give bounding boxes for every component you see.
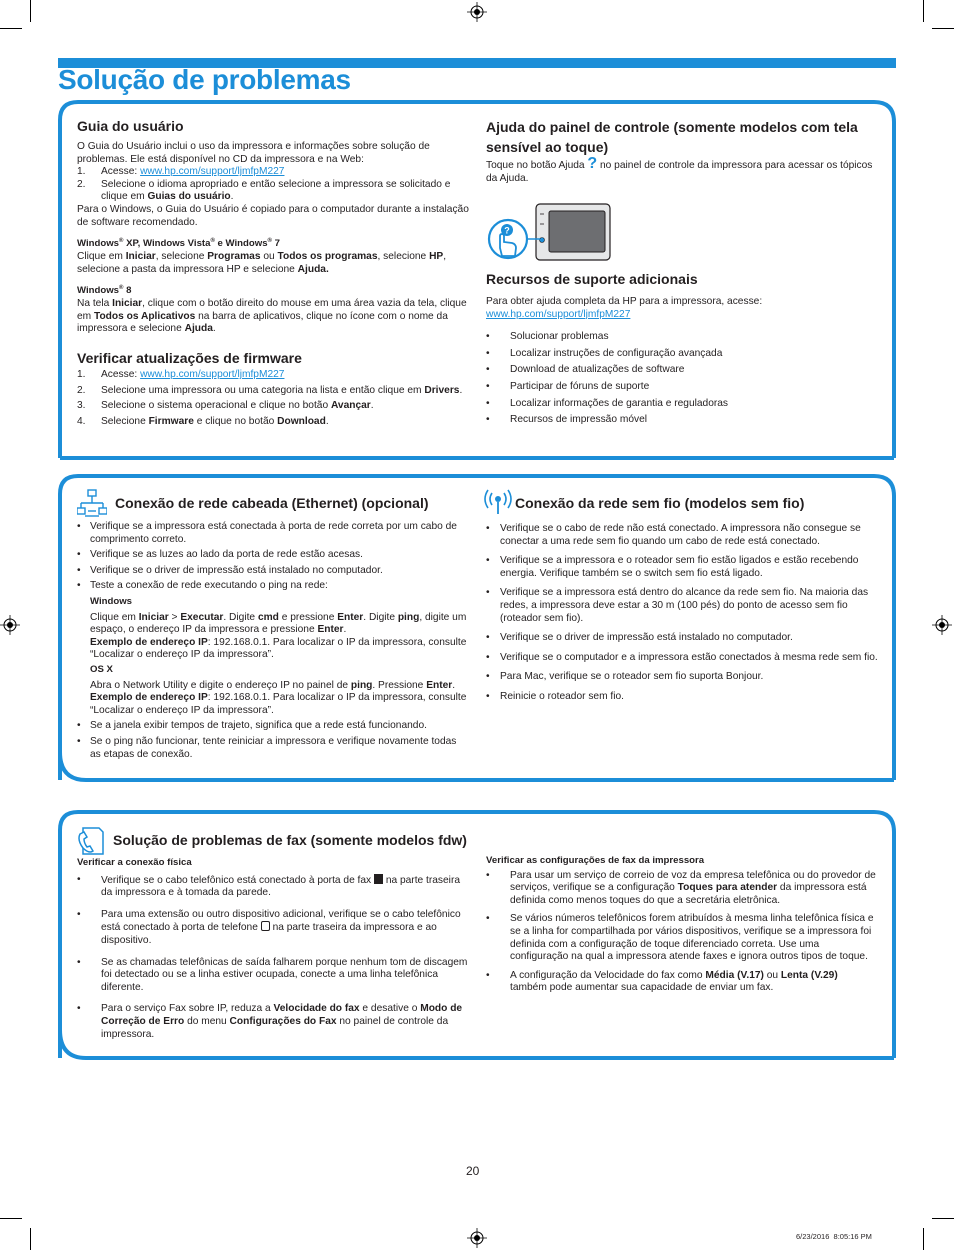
- wired-section: [77, 494, 469, 761]
- page-number: 20: [466, 1164, 480, 1178]
- help-icon: ?: [587, 155, 598, 172]
- fax-settings-heading: Verificar as configurações de fax da impressora: [486, 855, 705, 866]
- wireless-heading: Conexão da rede sem fio (modelos sem fio): [515, 495, 805, 511]
- crop-mark: [0, 1218, 22, 1219]
- list-item: 2. Selecione uma impressora ou uma categoria na lista e então clique em Drivers.: [77, 384, 463, 396]
- list-item: • Se a janela exibir tempos de trajeto, significa que a rede está funcionando.: [77, 720, 427, 732]
- phone-port-icon: [261, 921, 270, 931]
- support-link[interactable]: www.hp.com/support/ljmfpM227: [486, 308, 631, 320]
- list-item: • Verifique se o driver de impressão está instalado no computador.: [77, 564, 383, 576]
- list-item: 2. Selecione o idioma apropriado e então selecione a impressora se solicitado e clique em Guias do usuário.: [77, 178, 451, 203]
- crop-mark: [923, 0, 924, 22]
- registration-mark-icon: [0, 615, 20, 635]
- list-item: 1. Acesse: www.hp.com/support/ljmfpM227: [77, 166, 285, 178]
- list-item: 3. Selecione o sistema operacional e clique no botão Avançar.: [77, 400, 374, 412]
- firmware-section: [77, 349, 469, 428]
- list-item: • Download de atualizações de software: [486, 364, 685, 376]
- control-panel-help-heading: Ajuda do painel de controle (somente modelos com tela sensível ao toque): [486, 119, 858, 155]
- fax-physical-heading: Verificar a conexão física: [77, 857, 192, 868]
- registration-mark-icon: [467, 1228, 487, 1248]
- print-timestamp: 6/23/2016 8:05:16 PM: [796, 1232, 872, 1241]
- list-item: • Verifique se as luzes ao lado da porta de rede estão acesas.: [77, 549, 363, 561]
- wireless-section: [486, 494, 878, 711]
- crop-mark: [30, 0, 31, 22]
- fax-left-column: [77, 857, 469, 1041]
- list-item: • Recursos de impressão móvel: [486, 414, 648, 426]
- list-item: • Se o ping não funcionar, tente reiniciar a impressora e verifique novamente todas as etapas de conexão.: [77, 735, 457, 760]
- windows7-heading: Windows® XP, Windows Vista® e Windows® 7: [77, 238, 280, 250]
- crop-mark: [923, 1228, 924, 1250]
- list-item: • Para uma extensão ou outro dispositivo adicional, verifique se o cabo telefônico está conectado à porta de telefone na parte traseira da impressora e ao dispositivo.: [77, 908, 461, 946]
- fax-heading: Solução de problemas de fax (somente modelos fdw): [113, 832, 467, 848]
- windows-ip-example: Exemplo de endereço IP: 192.168.0.1. Para localizar o IP da impressora, consulte “Localizar o endereço IP da impressora”.: [90, 636, 467, 661]
- crop-mark: [30, 1228, 31, 1250]
- list-item: • Para o serviço Fax sobre IP, reduza a Velocidade do fax e desative o Modo de Correção de Erro do menu Configurações do Fax no painel de controle da impressora.: [77, 1003, 463, 1040]
- registration-mark-icon: [467, 2, 487, 22]
- svg-text:?: ?: [504, 225, 510, 236]
- list-item: • Solucionar problemas: [486, 331, 609, 343]
- crop-mark: [932, 28, 954, 29]
- list-item: 4. Selecione Firmware e clique no botão Download.: [77, 415, 329, 427]
- list-item: • Verifique se a impressora está conectada à porta de rede correta por um cabo de comprimento correto.: [77, 521, 457, 545]
- windows-note: Para o Windows, o Guia do Usuário é copiado para o computador durante a instalação de software recomendado.: [77, 203, 469, 228]
- control-panel-help-section: [486, 117, 876, 185]
- user-guide-heading: Guia do usuário: [77, 118, 184, 134]
- list-item: • Verifique se a impressora está dentro do alcance da rede sem fio. Na maioria das redes, a impressora deve estar a 30 m (100 pés) do ponto de acesso sem fio (roteador sem fio).: [486, 587, 869, 624]
- list-item: • Se as chamadas telefônicas de saída falharem porque nenhum tom de discagem foi detectado ou se a linha estiver ocupada, conecte a uma linha telefônica diferente.: [77, 956, 468, 993]
- list-item: • Verifique se a impressora e o roteador sem fio estão ligados e estão recebendo energia. Verifique também se o switch sem fio está ligado.: [486, 555, 859, 579]
- list-item: • Verifique se o cabo de rede não está conectado. A impressora não consegue se conectar a uma rede sem fio quando um cabo de rede está conectado.: [486, 523, 861, 547]
- list-item: • Verifique se o computador e a impressora estão conectados à mesma rede sem fio.: [486, 651, 878, 663]
- additional-support-heading: Recursos de suporte adicionais: [486, 271, 698, 287]
- list-item: • Verifique se o cabo telefônico está conectado à porta de fax na parte traseira da impressora e à tomada da parede.: [77, 873, 460, 899]
- list-item: • Verifique se o driver de impressão está instalado no computador.: [486, 632, 793, 644]
- osx-label: OS X: [90, 663, 113, 675]
- fax-port-icon: [374, 874, 383, 884]
- support-link[interactable]: www.hp.com/support/ljmfpM227: [140, 369, 285, 380]
- additional-support-section: [486, 270, 876, 431]
- control-panel-help-text: Toque no botão Ajuda ? no painel de controle da impressora para acessar os tópicos da Ajuda.: [486, 155, 873, 184]
- list-item: • Reinicie o roteador sem fio.: [486, 690, 625, 702]
- windows7-instructions: Clique em Iniciar, selecione Programas ou Todos os programas, selecione HP, selecione a pasta da impressora HP e selecione Ajuda.: [77, 250, 447, 275]
- list-item: 1. Acesse: www.hp.com/support/ljmfpM227: [77, 369, 285, 380]
- touchscreen-help-illustration: [486, 202, 614, 262]
- windows-ping-instructions: Clique em Iniciar > Executar. Digite cmd e pressione Enter. Digite ping, digite um espaço, o endereço IP da impressora e pressione Enter.: [90, 611, 467, 636]
- crop-mark: [932, 1218, 954, 1219]
- list-item: • Teste a conexão de rede executando o ping na rede:: [77, 580, 328, 592]
- page-title: Solução de problemas: [58, 64, 351, 95]
- registration-mark-icon: [932, 615, 952, 635]
- wired-heading: Conexão de rede cabeada (Ethernet) (opcional): [115, 495, 429, 511]
- windows-label: Windows: [90, 595, 133, 607]
- user-guide-intro: O Guia do Usuário inclui o uso da impressora e informações sobre solução de problemas. Ele está disponível no CD da impressora e na Web:: [77, 141, 430, 165]
- list-item: • Se vários números telefônicos forem atribuídos à mesma linha telefônica física e se a linha for compartilhada por vários dispositivos, verifique se a impressora foi definida com a configuração de toque diferenciado correta. Use uma configuração na qual a impressora atende faxes e ignora outros tipos de toque.: [486, 913, 874, 963]
- crop-mark: [0, 28, 22, 29]
- list-item: • Localizar informações de garantia e reguladoras: [486, 397, 729, 409]
- user-guide-section: [77, 117, 469, 336]
- additional-support-intro: Para obter ajuda completa da HP para a impressora, acesse:: [486, 296, 763, 307]
- fax-right-column: [486, 855, 876, 995]
- list-item: • Localizar instruções de configuração avançada: [486, 347, 723, 359]
- firmware-heading: Verificar atualizações de firmware: [77, 350, 302, 366]
- osx-ping-instructions: Abra o Network Utility e digite o endereço IP no painel de ping. Pressione Enter. Exemplo de endereço IP: 192.168.0.1. Para localizar o IP da impressora, consulte “Localizar o endereço IP da impressora”.: [90, 679, 467, 716]
- support-link[interactable]: www.hp.com/support/ljmfpM227: [140, 166, 285, 178]
- list-item: • Para Mac, verifique se o roteador sem fio suporta Bonjour.: [486, 671, 764, 683]
- windows8-instructions: Na tela Iniciar, clique com o botão direito do mouse em uma área vazia da tela, clique em Todos os Aplicativos na barra de aplicativos, clique no ícone com o nome da impressora e selecione Ajuda.: [77, 297, 467, 335]
- list-item: • A configuração da Velocidade do fax como Média (V.17) ou Lenta (V.29) também pode aumentar sua capacidade de enviar um fax.: [486, 969, 838, 994]
- list-item: • Para usar um serviço de correio de voz da empresa telefônica ou do provedor de serviços, verifique se a configuração Toques para atender da impressora está definida como menos toques do que a secretária eletrônica.: [486, 869, 876, 906]
- windows8-heading: Windows® 8: [77, 285, 132, 297]
- fax-section: [77, 831, 877, 850]
- list-item: • Participar de fóruns de suporte: [486, 380, 650, 392]
